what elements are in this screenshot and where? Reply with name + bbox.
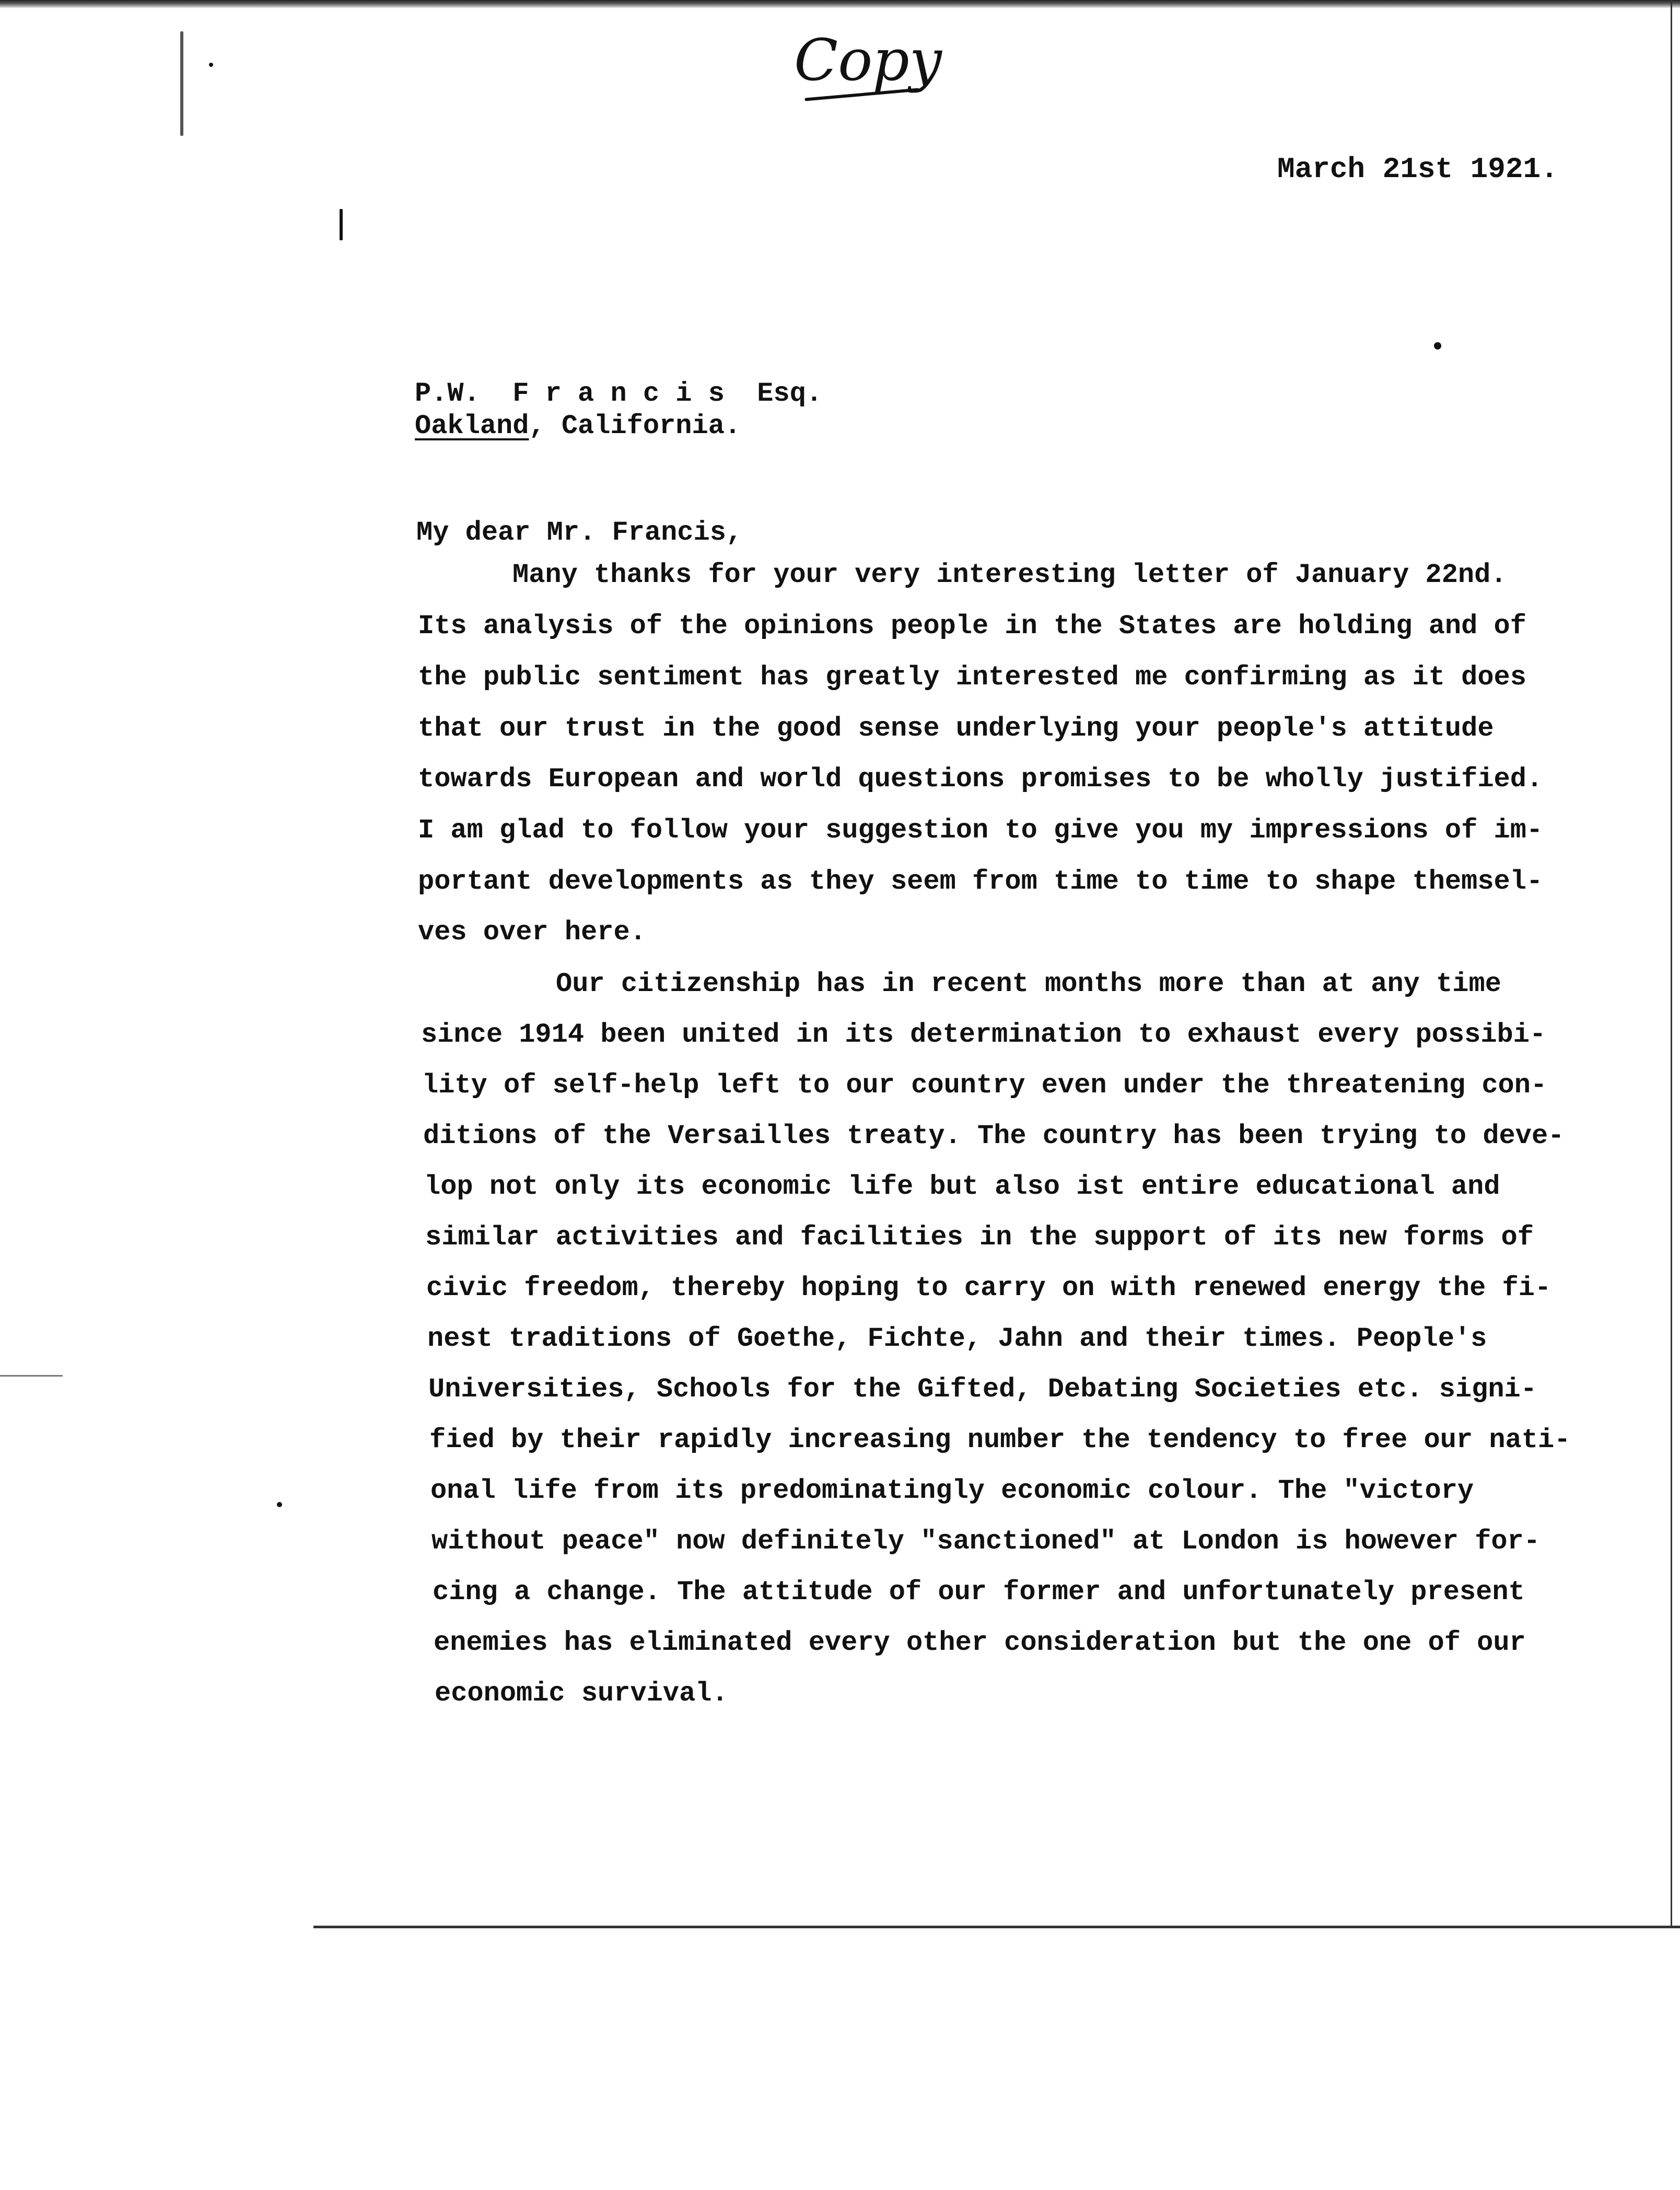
ink-speck [180,31,183,136]
body-line: economic survival. [435,1678,728,1709]
margin-mark [0,1375,63,1377]
body-line: cing a change. The attitude of our former and unfortunately present [433,1577,1525,1607]
ink-speck [1434,342,1441,350]
body-line: the public sentiment has greatly interested me confirming as it does [418,662,1526,693]
body-line: onal life from its predominatingly economic colour. The "victory [430,1475,1474,1506]
page-bottom-rule [313,1926,1680,1928]
body-line: civic freedom, thereby hoping to carry on with renewed energy the fi- [426,1273,1551,1303]
body-line: I am glad to follow your suggestion to give you my impressions of im- [418,815,1543,846]
body-line: without peace" now definitely "sanctioned" at London is however for- [431,1526,1540,1557]
body-line: lity of self-help left to our country even under the threatening con- [422,1070,1547,1101]
body-line: ves over here. [418,917,646,948]
body-line: Many thanks for your very interesting letter of January 22nd. [512,560,1507,590]
body-line: Our citizenship has in recent months more than at any time [556,969,1501,999]
ink-speck [340,209,343,240]
body-line: that our trust in the good sense underlying your people's attitude [418,713,1494,744]
body-line: portant developments as they seem from time to time to shape themsel- [418,866,1543,897]
body-line: since 1914 been united in its determination to exhaust every possibi- [421,1019,1546,1050]
recipient-city: Oakland [415,411,529,441]
page-right-edge [1671,0,1672,1928]
handwritten-copy-annotation: Copy [794,27,942,94]
recipient-address [415,410,741,443]
body-line: fied by their rapidly increasing number the tendency to free our nati- [429,1425,1571,1455]
recipient-state: , California. [529,411,741,441]
ink-speck [277,1502,282,1507]
letter-date: March 21st 1921. [1277,153,1558,186]
body-line: nest traditions of Goethe, Fichte, Jahn and their times. People's [427,1323,1487,1354]
body-line: similar activities and facilities in the support of its new forms of [425,1222,1534,1253]
body-line: ditions of the Versailles treaty. The country has been trying to deve- [423,1121,1565,1151]
body-line: Universities, Schools for the Gifted, Debating Societies etc. signi- [428,1374,1537,1405]
body-line: Its analysis of the opinions people in the States are holding and of [418,611,1526,642]
salutation: My dear Mr. Francis, [416,517,743,548]
body-line: enemies has eliminated every other consideration but the one of our [434,1627,1526,1658]
body-line: lop not only its economic life but also ist entire educational and [424,1171,1500,1202]
recipient-name: P.W. F r a n c i s Esq. [415,378,823,409]
ink-speck [209,63,213,67]
body-line: towards European and world questions promises to be wholly justified. [418,764,1543,795]
page-top-edge [0,0,1680,8]
